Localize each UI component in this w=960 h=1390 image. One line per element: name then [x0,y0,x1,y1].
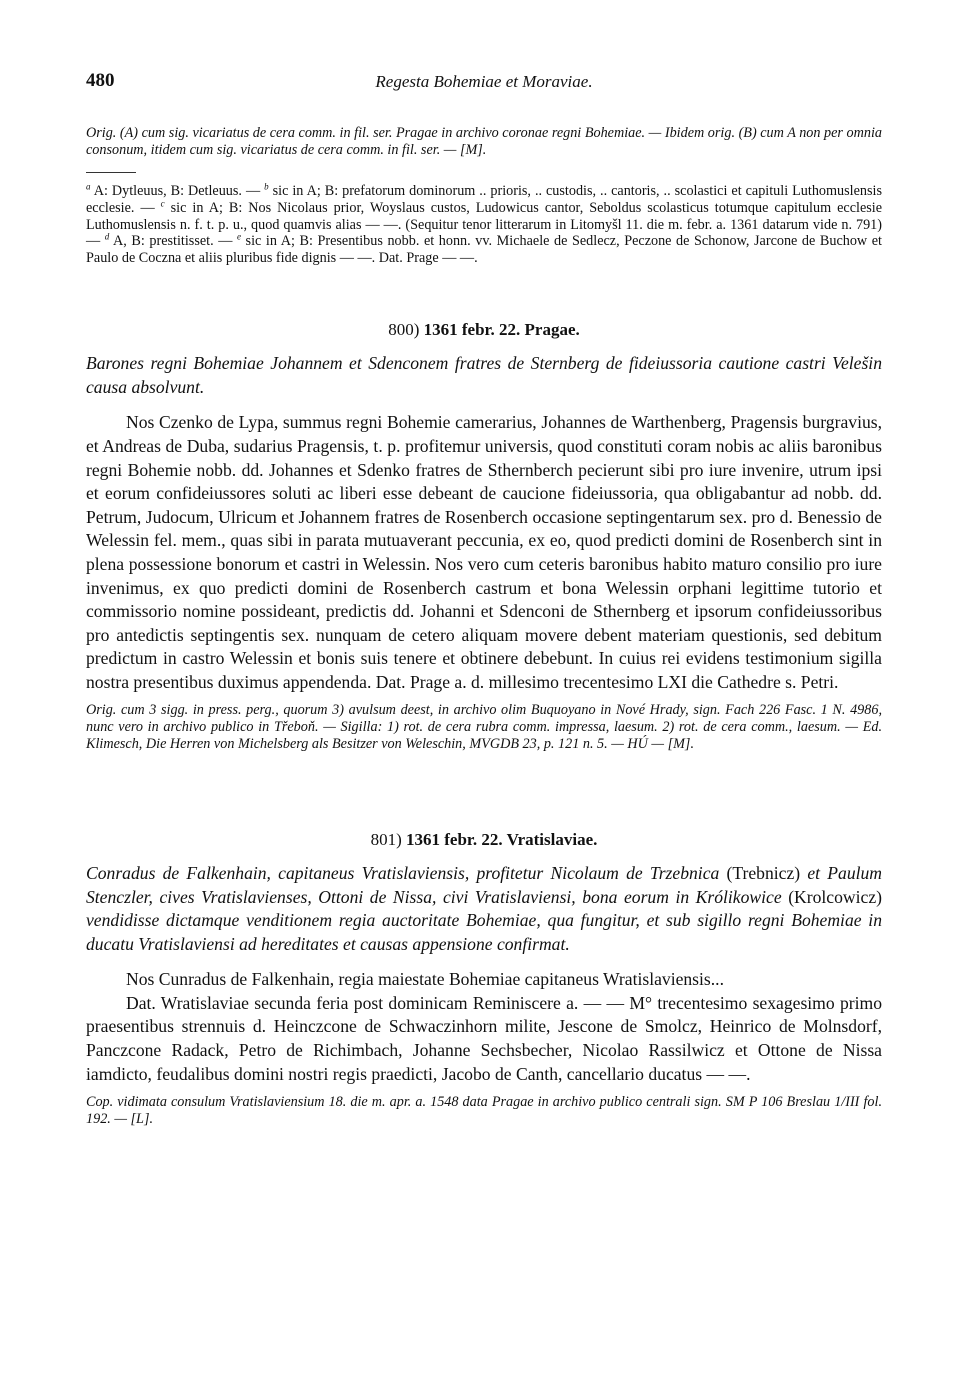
note-d: A, B: prestitisset. — [109,233,237,250]
document-text-800: Nos Czenko de Lypa, summus regni Bohemie camerarius, Johannes de Warthenberg, Pragensis burgravius, et Andreas de Duba, sudarius Pragensis, t. p. profitemur universis, quod constituti coram nobis ac aliis baronibus regni Bohemie nobb. dd. Johannes et Sdenko fratres de Sthernberch pecierunt sibi pro iure invenire, utrum ipsi et eorum confideiussores soluti ac liberi esse debeant de caucione fideiussoria, qua obligabantur ad nobb. dd. Petrum, Judocum, Ulricum et Johannem fratres de Rosenberch occasione septingentarum sex. pro d. Benessio de Welessin fel. mem., quas sibi in parata mutuaverant peccunia, ex eo, quod predicti domini de Rosenberch sint in plena possessione bonorum et castri in Welessin. Nos vero cum ceteris baronibus habito maturo consilio pro iure invenimus, ex quo predicti domini de Rosenberch castrum et bona Welessin orphani legittime tutorio et commissorio nomine possideant, predictis dd. Johanni et Sdenconi de Sthernberg et ipsorum confideiussoribus pro antedictis septingentis sex. nunquam de cetero aliquam movere debent materiam questionis, sed debitum predictum in castro Welessin et bonis suis tenere et obtinere debebunt. In cuius rei evidens testimonium sigilla nostra presentibus duximus appendenda. Dat. Prage a. d. millesimo trecentesimo LXI die Cathedre s. Petri. [86,412,882,692]
note-mark-a: a [86,181,91,192]
document-number-801: 801) [370,830,402,850]
note-mark-c: c [160,198,165,209]
page-number: 480 [86,70,115,91]
document-number-800: 800) [388,320,420,340]
document-heading-801 [86,830,882,850]
page [86,70,882,1142]
note-mark-b: b [264,181,269,192]
regest-801-part-3: vendidisse dictamque venditionem regia auctoritate Bohemiae, qua fungitur, et sub sigillo regni Bohemiae in ducatu Vratislaviensi ad hereditates et causas appensione confirmat. [86,910,882,954]
regest-800: Barones regni Bohemiae Johannem et Sdenconem fratres de Sternberg de fideiussoria cautione castri Velešin causa absolvunt. [86,353,882,397]
origin-note-801: Cop. vidimata consulum Vratislaviensium 18. die m. apr. a. 1548 data Pragae in archivo publico centrali sign. SM P 106 Breslau 1/III fol. 192. — [L]. [86,1094,882,1127]
document-date-800: 1361 febr. 22. Pragae. [423,320,580,340]
regest-801-part-2: et Paulum Stenczler, cives Vratislavienses, Ottoni de Nissa, civi Vratislaviensi, bona eorum in Królikowice [86,863,883,907]
running-title: Regesta Bohemiae et Moraviae. [375,72,593,91]
regest-801-part-1: Conradus de Falkenhain, capitaneus Vratislaviensis, profitetur Nicolaum de Trzebnica [86,863,720,884]
note-mark-e: e [236,231,241,242]
origin-note-799: Orig. (A) cum sig. vicariatus de cera comm. in fil. ser. Pragae in archivo coronae regni Bohemiae. — Ibidem orig. (B) cum A non per omnia consonum, itidem cum sig. vicariatus de cera comm. in fil. ser. — [M]. [86,125,882,158]
note-a: A: Dytleuus, B: Detleuus. — [90,183,265,200]
regest-801-paren-2: (Krolcowicz) [788,886,882,907]
document-date-801: 1361 febr. 22. Vratislaviae. [406,830,598,850]
note-b: sic in A; B: prefatorum dominorum .. prioris, .. custodis, .. cantoris, .. scolastici et capituli Luthomuslensis ecclesie. — [86,183,882,216]
document-text-801-intro: Nos Cunradus de Falkenhain, regia maiestate Bohemiae capitaneus Wratislaviensis... [126,969,724,990]
note-e: sic in A; B: Presentibus nobb. et honn. vv. Michaele de Sedlecz, Peczone de Schonow, Jarcone de Buchow et Paulo de Coczna et aliis pluribus fide dignis — —. Dat. Prage — —. [86,233,882,266]
note-c: sic in A; B: Nos Nicolaus prior, Woyslaus custos, Ludowicus cantor, Seboldus scolasticus totumque capitulum ecclesie Luthomuslensis n. f. t. p. u., quod quamvis alias — —. (Sequitur tenor litterarum in Litomyšl 11. die m. febr. a. 1361 datarum vide n. 791) — [86,199,883,250]
footnote-rule [86,172,136,173]
origin-note-800: Orig. cum 3 sigg. in press. perg., quorum 3) avulsum deest, in archivo olim Buquoyano in Nové Hrady, sign. Fach 226 Fasc. 1 N. 4986, nunc vero in archivo publico in Třeboň. — Sigilla: 1) rot. de cera rubra comm. impressa, laesum. 2) rot. de cera comm., laesum. — Ed. Klimesch, Die Herren von Michelsberg als Besitzer von Weleschin, MVGDB 23, p. 121 n. 5. — HÚ — [M]. [86,702,882,752]
document-text-801-dat: Dat. Wratislaviae secunda feria post dominicam Reminiscere a. — — M° trecentesimo sexagesimo primo praesentibus strennuis d. Heinczcone de Schwaczinhorn milite, Jescone de Smolcz, Heinrico de Molnsdorf, Panczcone Radack, Petro de Richimbach, Johanne Sechsbecher, Nicolao Rassilwicz et Ottone de Nissa iamdicto, feudalibus domini nostri regis praedicti, Jacobo de Canth, cancellario ducatus — —. [86,992,882,1084]
document-heading-800 [86,320,882,340]
regest-801 [86,862,882,956]
page-header [86,70,882,110]
critical-notes-799 [86,183,882,266]
regest-801-paren-1: (Trebnicz) [726,863,801,884]
note-mark-d: d [104,231,110,242]
